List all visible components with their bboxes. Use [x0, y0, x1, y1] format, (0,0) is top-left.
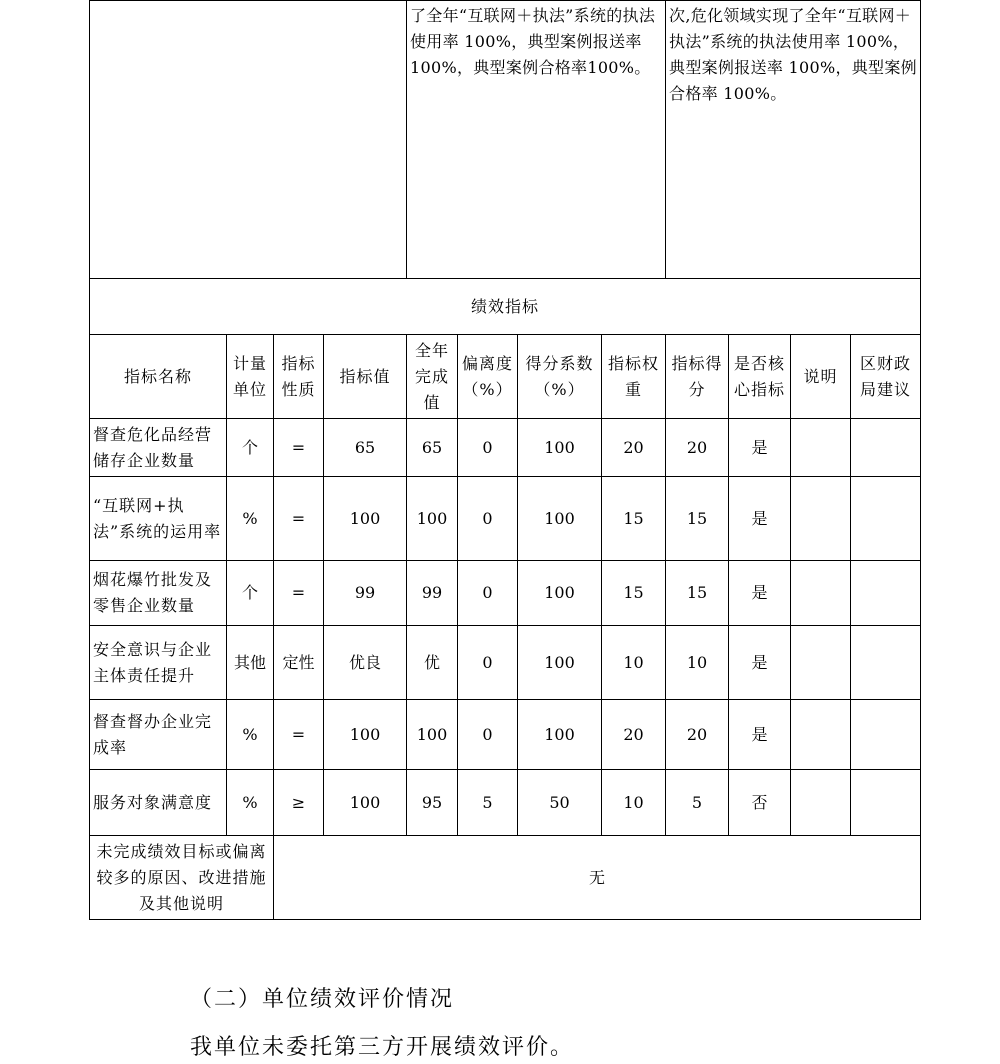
cell-deviation: 0	[458, 561, 518, 626]
cell-core: 是	[729, 477, 791, 561]
footer-row	[90, 836, 921, 920]
header-core: 是否核心指标	[729, 335, 791, 419]
continuation-cell-b: 了全年“互联网＋执法”系统的执法使用率 100%，典型案例报送率 100%，典型案例合格率100%。	[407, 1, 666, 279]
footer-value: 无	[274, 836, 921, 920]
cell-nature: =	[274, 561, 324, 626]
cell-score: 5	[666, 770, 729, 836]
table-row	[90, 770, 921, 836]
performance-table	[89, 0, 921, 920]
cell-coef: 100	[518, 477, 602, 561]
cell-core: 否	[729, 770, 791, 836]
cell-actual: 65	[407, 419, 458, 477]
cell-note	[791, 700, 851, 770]
cell-weight: 10	[602, 770, 666, 836]
cell-note	[791, 626, 851, 700]
header-row	[90, 335, 921, 419]
cell-score: 10	[666, 626, 729, 700]
cell-note	[791, 770, 851, 836]
section-heading: （二）单位绩效评价情况	[190, 987, 455, 1012]
cell-weight: 20	[602, 419, 666, 477]
cell-unit: %	[227, 770, 274, 836]
header-nature: 指标性质	[274, 335, 324, 419]
table-row	[90, 700, 921, 770]
section-title: 绩效指标	[90, 279, 921, 335]
cell-core: 是	[729, 419, 791, 477]
header-name: 指标名称	[90, 335, 227, 419]
cell-score: 20	[666, 700, 729, 770]
cell-note	[791, 419, 851, 477]
cell-score: 15	[666, 477, 729, 561]
cell-coef: 50	[518, 770, 602, 836]
cell-coef: 100	[518, 626, 602, 700]
cell-suggest	[851, 561, 921, 626]
cell-deviation: 0	[458, 477, 518, 561]
cell-value: 100	[324, 770, 407, 836]
header-note: 说明	[791, 335, 851, 419]
body-paragraph: 我单位未委托第三方开展绩效评价。	[190, 1035, 575, 1060]
cell-weight: 20	[602, 700, 666, 770]
cell-note	[791, 561, 851, 626]
cell-score: 20	[666, 419, 729, 477]
cell-deviation: 0	[458, 626, 518, 700]
cell-actual: 优	[407, 626, 458, 700]
cell-core: 是	[729, 626, 791, 700]
cell-suggest	[851, 626, 921, 700]
cell-value: 100	[324, 477, 407, 561]
cell-value: 65	[324, 419, 407, 477]
header-coef: 得分系数（%）	[518, 335, 602, 419]
cell-actual: 99	[407, 561, 458, 626]
cell-deviation: 0	[458, 419, 518, 477]
cell-score: 15	[666, 561, 729, 626]
header-deviation: 偏离度（%）	[458, 335, 518, 419]
header-value: 指标值	[324, 335, 407, 419]
cell-core: 是	[729, 561, 791, 626]
footer-label: 未完成绩效目标或偏离较多的原因、改进措施及其他说明	[90, 836, 274, 920]
cell-value: 优良	[324, 626, 407, 700]
continuation-cell-c: 次,危化领域实现了全年“互联网＋执法”系统的执法使用率 100%，典型案例报送率 100%，典型案例合格率 100%。	[666, 1, 921, 279]
cell-nature: =	[274, 477, 324, 561]
cell-actual: 100	[407, 700, 458, 770]
cell-name: 服务对象满意度	[90, 770, 227, 836]
cell-nature: =	[274, 700, 324, 770]
table-row	[90, 419, 921, 477]
cell-name: “互联网+执法”系统的运用率	[90, 477, 227, 561]
cell-coef: 100	[518, 561, 602, 626]
cell-name: 督查督办企业完成率	[90, 700, 227, 770]
header-suggest: 区财政局建议	[851, 335, 921, 419]
continuation-row	[90, 1, 921, 279]
header-unit: 计量单位	[227, 335, 274, 419]
table-row	[90, 561, 921, 626]
header-weight: 指标权重	[602, 335, 666, 419]
cell-deviation: 5	[458, 770, 518, 836]
cell-nature: =	[274, 419, 324, 477]
section-title-row	[90, 279, 921, 335]
cell-name: 烟花爆竹批发及零售企业数量	[90, 561, 227, 626]
table-row	[90, 626, 921, 700]
cell-name: 安全意识与企业主体责任提升	[90, 626, 227, 700]
cell-unit: 个	[227, 419, 274, 477]
cell-suggest	[851, 770, 921, 836]
cell-suggest	[851, 477, 921, 561]
cell-suggest	[851, 700, 921, 770]
cell-unit: 个	[227, 561, 274, 626]
table-row	[90, 477, 921, 561]
cell-weight: 10	[602, 626, 666, 700]
cell-nature: 定性	[274, 626, 324, 700]
cell-note	[791, 477, 851, 561]
cell-value: 100	[324, 700, 407, 770]
cell-actual: 100	[407, 477, 458, 561]
cell-weight: 15	[602, 561, 666, 626]
cell-coef: 100	[518, 700, 602, 770]
cell-name: 督查危化品经营储存企业数量	[90, 419, 227, 477]
cell-core: 是	[729, 700, 791, 770]
cell-deviation: 0	[458, 700, 518, 770]
cell-unit: %	[227, 700, 274, 770]
cell-coef: 100	[518, 419, 602, 477]
header-actual: 全年完成值	[407, 335, 458, 419]
cell-actual: 95	[407, 770, 458, 836]
cell-suggest	[851, 419, 921, 477]
header-score: 指标得分	[666, 335, 729, 419]
cell-weight: 15	[602, 477, 666, 561]
cell-nature: ≥	[274, 770, 324, 836]
cell-unit: 其他	[227, 626, 274, 700]
cell-value: 99	[324, 561, 407, 626]
cell-unit: %	[227, 477, 274, 561]
continuation-cell-a	[90, 1, 407, 279]
